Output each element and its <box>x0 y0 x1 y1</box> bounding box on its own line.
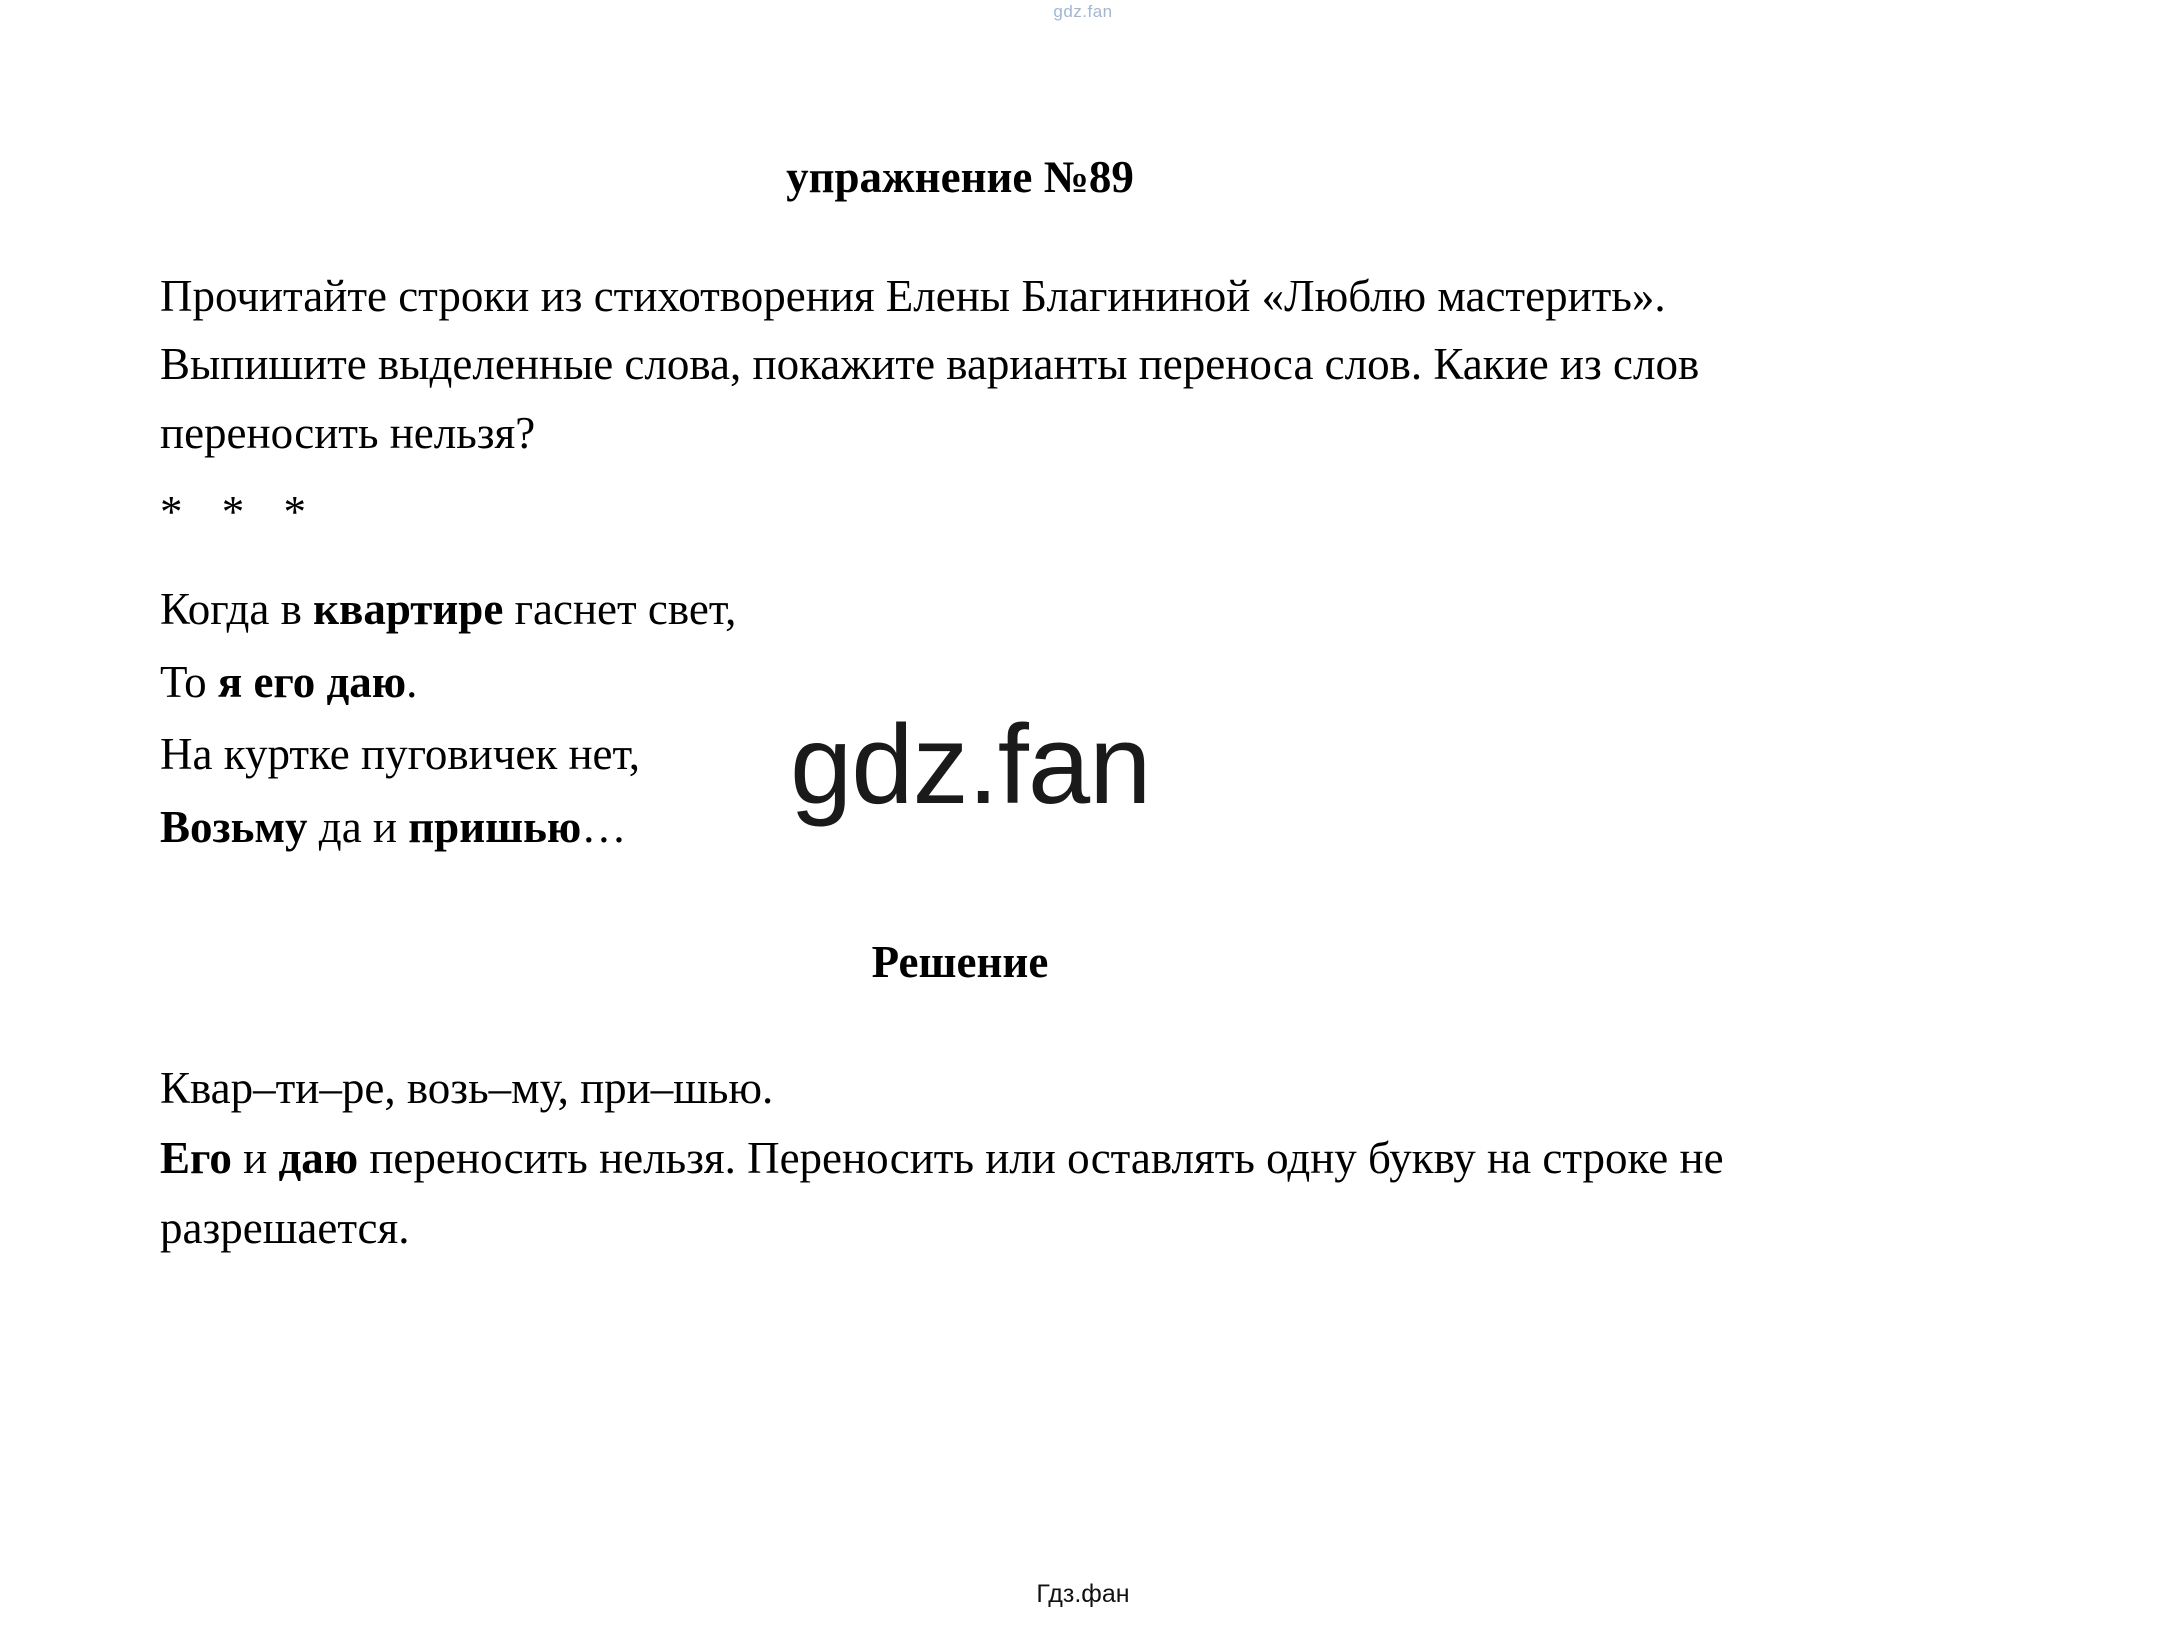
task-text: Прочитайте строки из стихотворения Елены Благининой «Люблю мастерить». Выпишите выделенные слова, покажите варианты переноса слов. Какие из слов переносить нельзя? <box>160 271 1700 458</box>
poem-block <box>160 573 2020 865</box>
text-run: … <box>581 802 627 853</box>
page-title: упражнение №89 <box>786 152 1134 202</box>
highlighted-word: я его даю <box>217 656 407 707</box>
highlighted-word: Его <box>160 1132 232 1183</box>
poem-line <box>160 718 2020 791</box>
text-run: да и <box>307 802 409 853</box>
highlighted-word: даю <box>278 1132 359 1183</box>
text-run: гаснет свет, <box>503 583 737 634</box>
text-run: На куртке пуговичек нет, <box>160 729 641 780</box>
solution-block <box>160 1054 1960 1263</box>
bottom-watermark: Гдз.фан <box>1036 1580 1130 1608</box>
top-watermark: gdz.fan <box>1053 2 1113 21</box>
poem-line <box>160 573 2020 646</box>
text-run: . <box>406 656 418 707</box>
solution-heading: Решение <box>871 937 1049 988</box>
highlighted-word: Возьму <box>160 802 308 853</box>
poem-line <box>160 646 2020 719</box>
solution-line <box>160 1124 1960 1264</box>
section-separator: * * * <box>160 487 320 538</box>
text-run: Когда в <box>160 583 314 634</box>
text-run: Квар–ти–ре, возь–му, при–шью. <box>160 1063 774 1114</box>
poem-line <box>160 791 2020 864</box>
highlighted-word: пришью <box>408 802 582 853</box>
solution-line <box>160 1054 1960 1124</box>
center-watermark: gdz.fan <box>790 702 1151 827</box>
text-run: То <box>160 656 218 707</box>
highlighted-word: квартире <box>313 583 504 634</box>
text-run: и <box>231 1132 279 1183</box>
document-content <box>160 150 2020 1263</box>
text-run: переносить нельзя. Переносить или оставлять одну букву на строке не разрешается. <box>160 1132 1724 1253</box>
